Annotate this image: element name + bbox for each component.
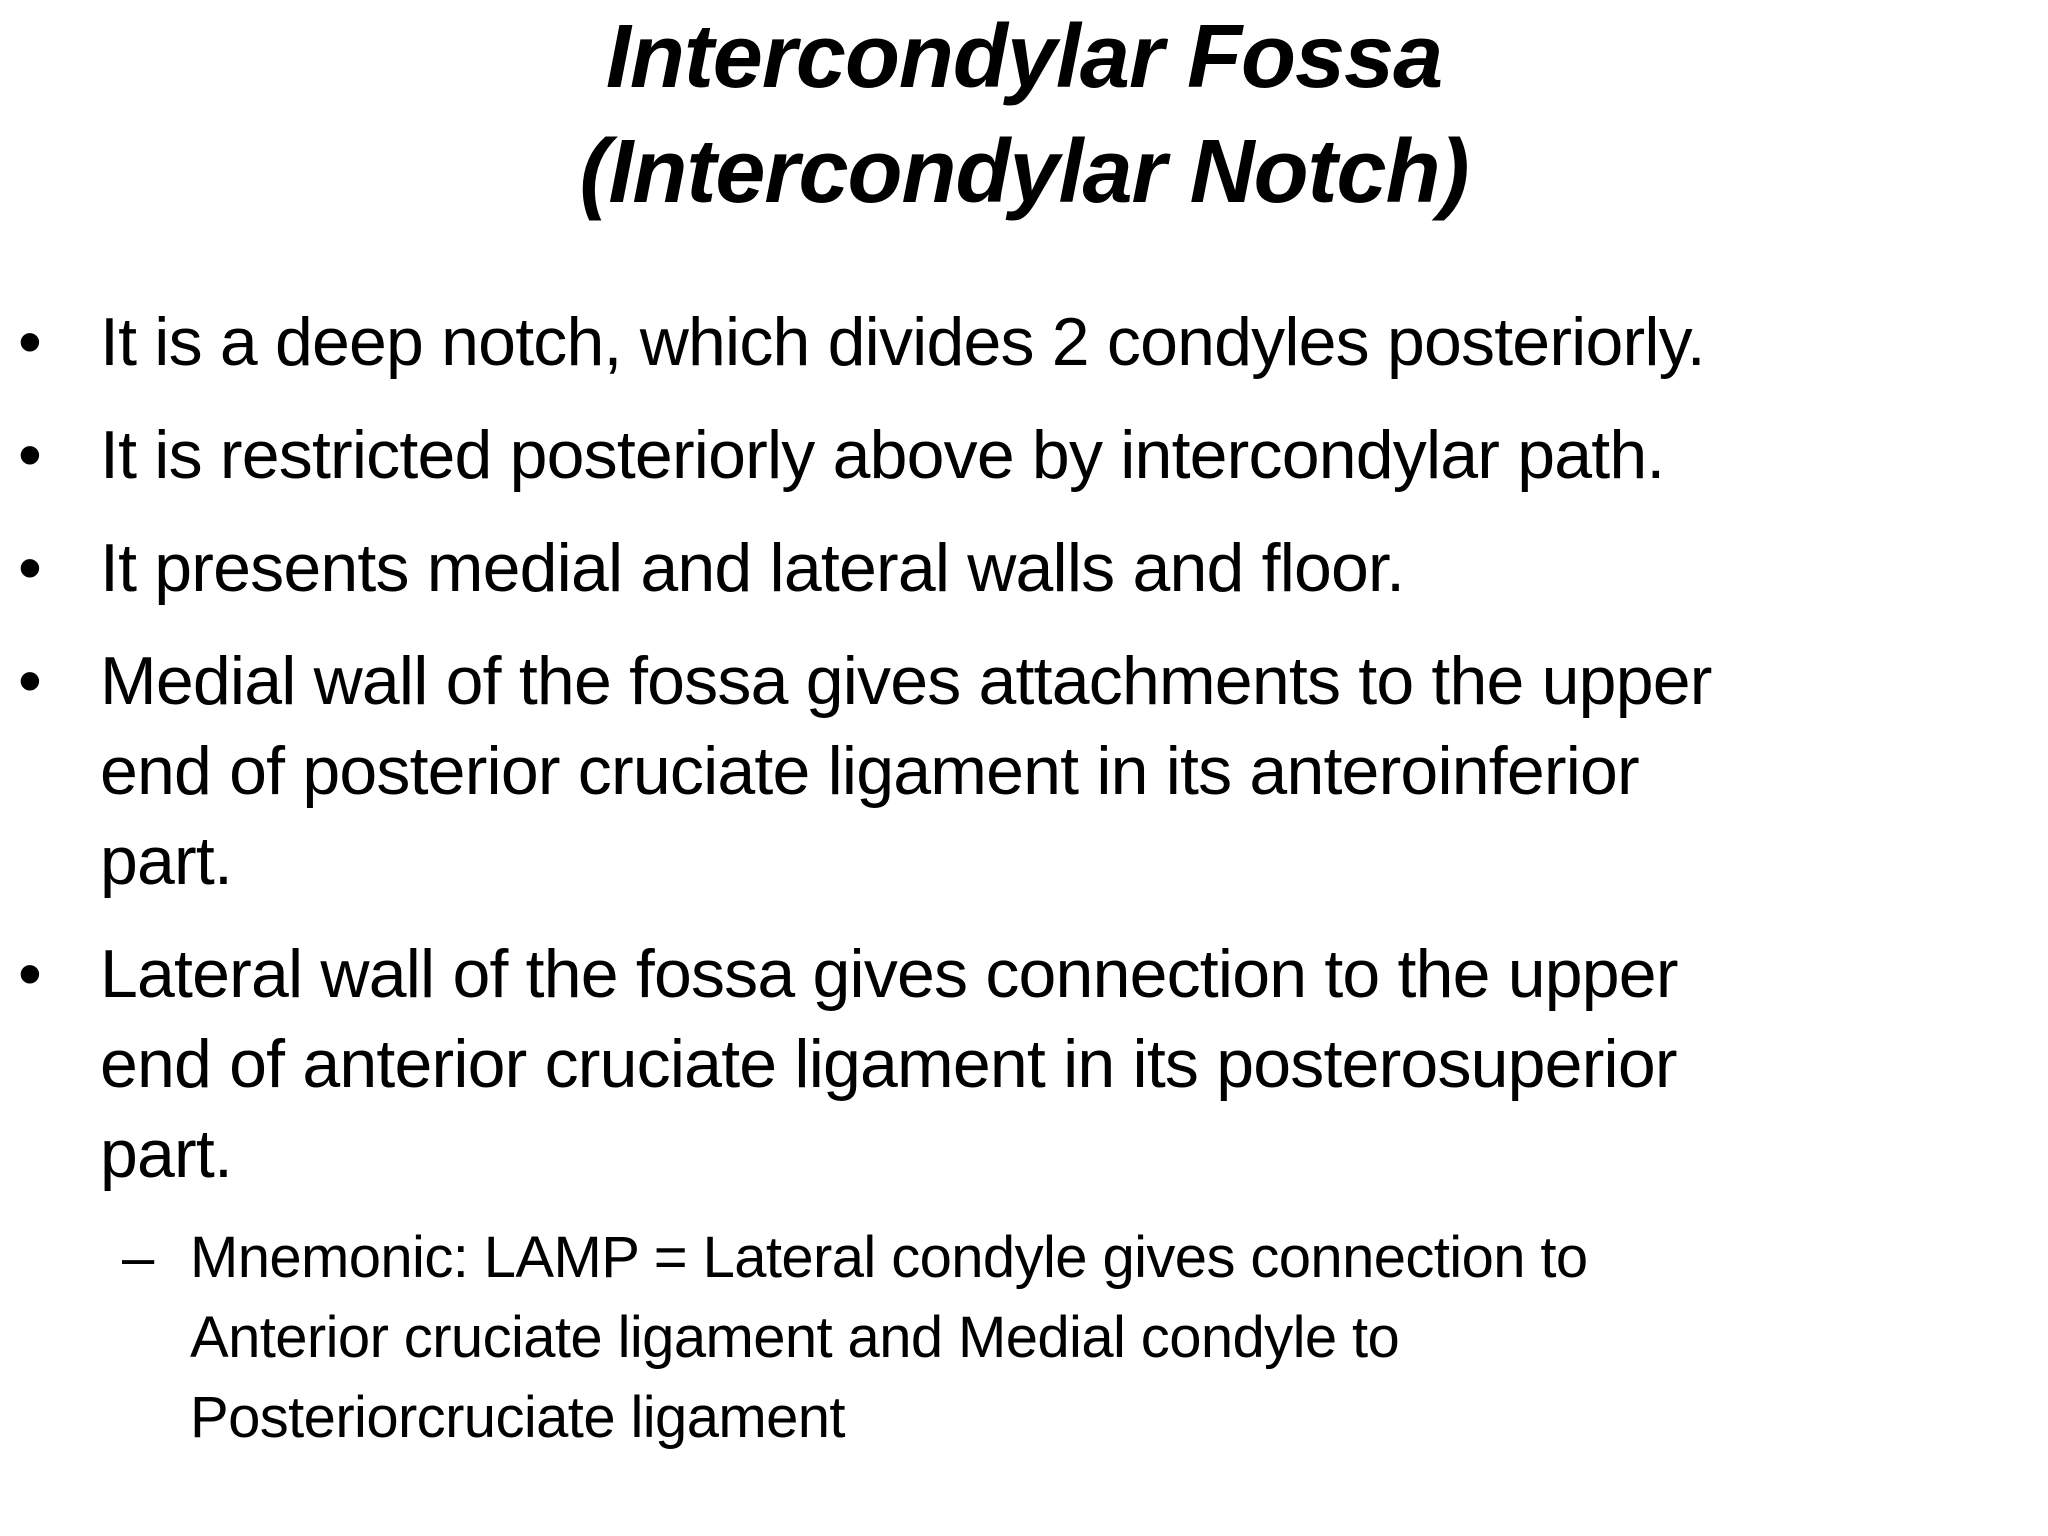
- slide-title: [0, 0, 2048, 230]
- sub-bullet-item: [18, 1218, 2038, 1458]
- bullet-text-line: end of anterior cruciate ligament in its posterosuperior: [100, 1026, 1677, 1102]
- bullet-list: [18, 297, 2038, 1458]
- sub-bullet-text-line: Mnemonic: LAMP = Lateral condyle gives connection to: [190, 1225, 1588, 1290]
- sub-bullet-marker: –: [122, 1225, 154, 1290]
- bullet-item: [18, 410, 2038, 500]
- bullet-item: [18, 636, 2038, 906]
- sub-bullet-text-line: Posteriorcruciate ligament: [190, 1385, 845, 1450]
- bullet-text: It is a deep notch, which divides 2 condyles posteriorly.: [100, 304, 1705, 380]
- bullet-item: [18, 297, 2038, 387]
- bullet-text: It presents medial and lateral walls and floor.: [100, 530, 1405, 606]
- sub-bullet-text-line: Anterior cruciate ligament and Medial condyle to: [190, 1305, 1400, 1370]
- bullet-text-line: part.: [100, 1116, 233, 1192]
- bullet-text-line: part.: [100, 823, 233, 899]
- bullet-text-line: Medial wall of the fossa gives attachments to the upper: [100, 643, 1712, 719]
- bullet-marker: •: [18, 417, 42, 493]
- bullet-text: It is restricted posteriorly above by intercondylar path.: [100, 417, 1665, 493]
- bullet-marker: •: [18, 530, 42, 606]
- bullet-text-line: Lateral wall of the fossa gives connection to the upper: [100, 936, 1678, 1012]
- bullet-marker: •: [18, 304, 42, 380]
- title-line-2: (Intercondylar Notch): [579, 122, 1469, 222]
- bullet-item: [18, 523, 2038, 613]
- title-line-1: Intercondylar Fossa: [605, 7, 1443, 107]
- bullet-marker: •: [18, 936, 42, 1012]
- bullet-item: [18, 929, 2038, 1199]
- bullet-text-line: end of posterior cruciate ligament in its anteroinferior: [100, 733, 1639, 809]
- bullet-marker: •: [18, 643, 42, 719]
